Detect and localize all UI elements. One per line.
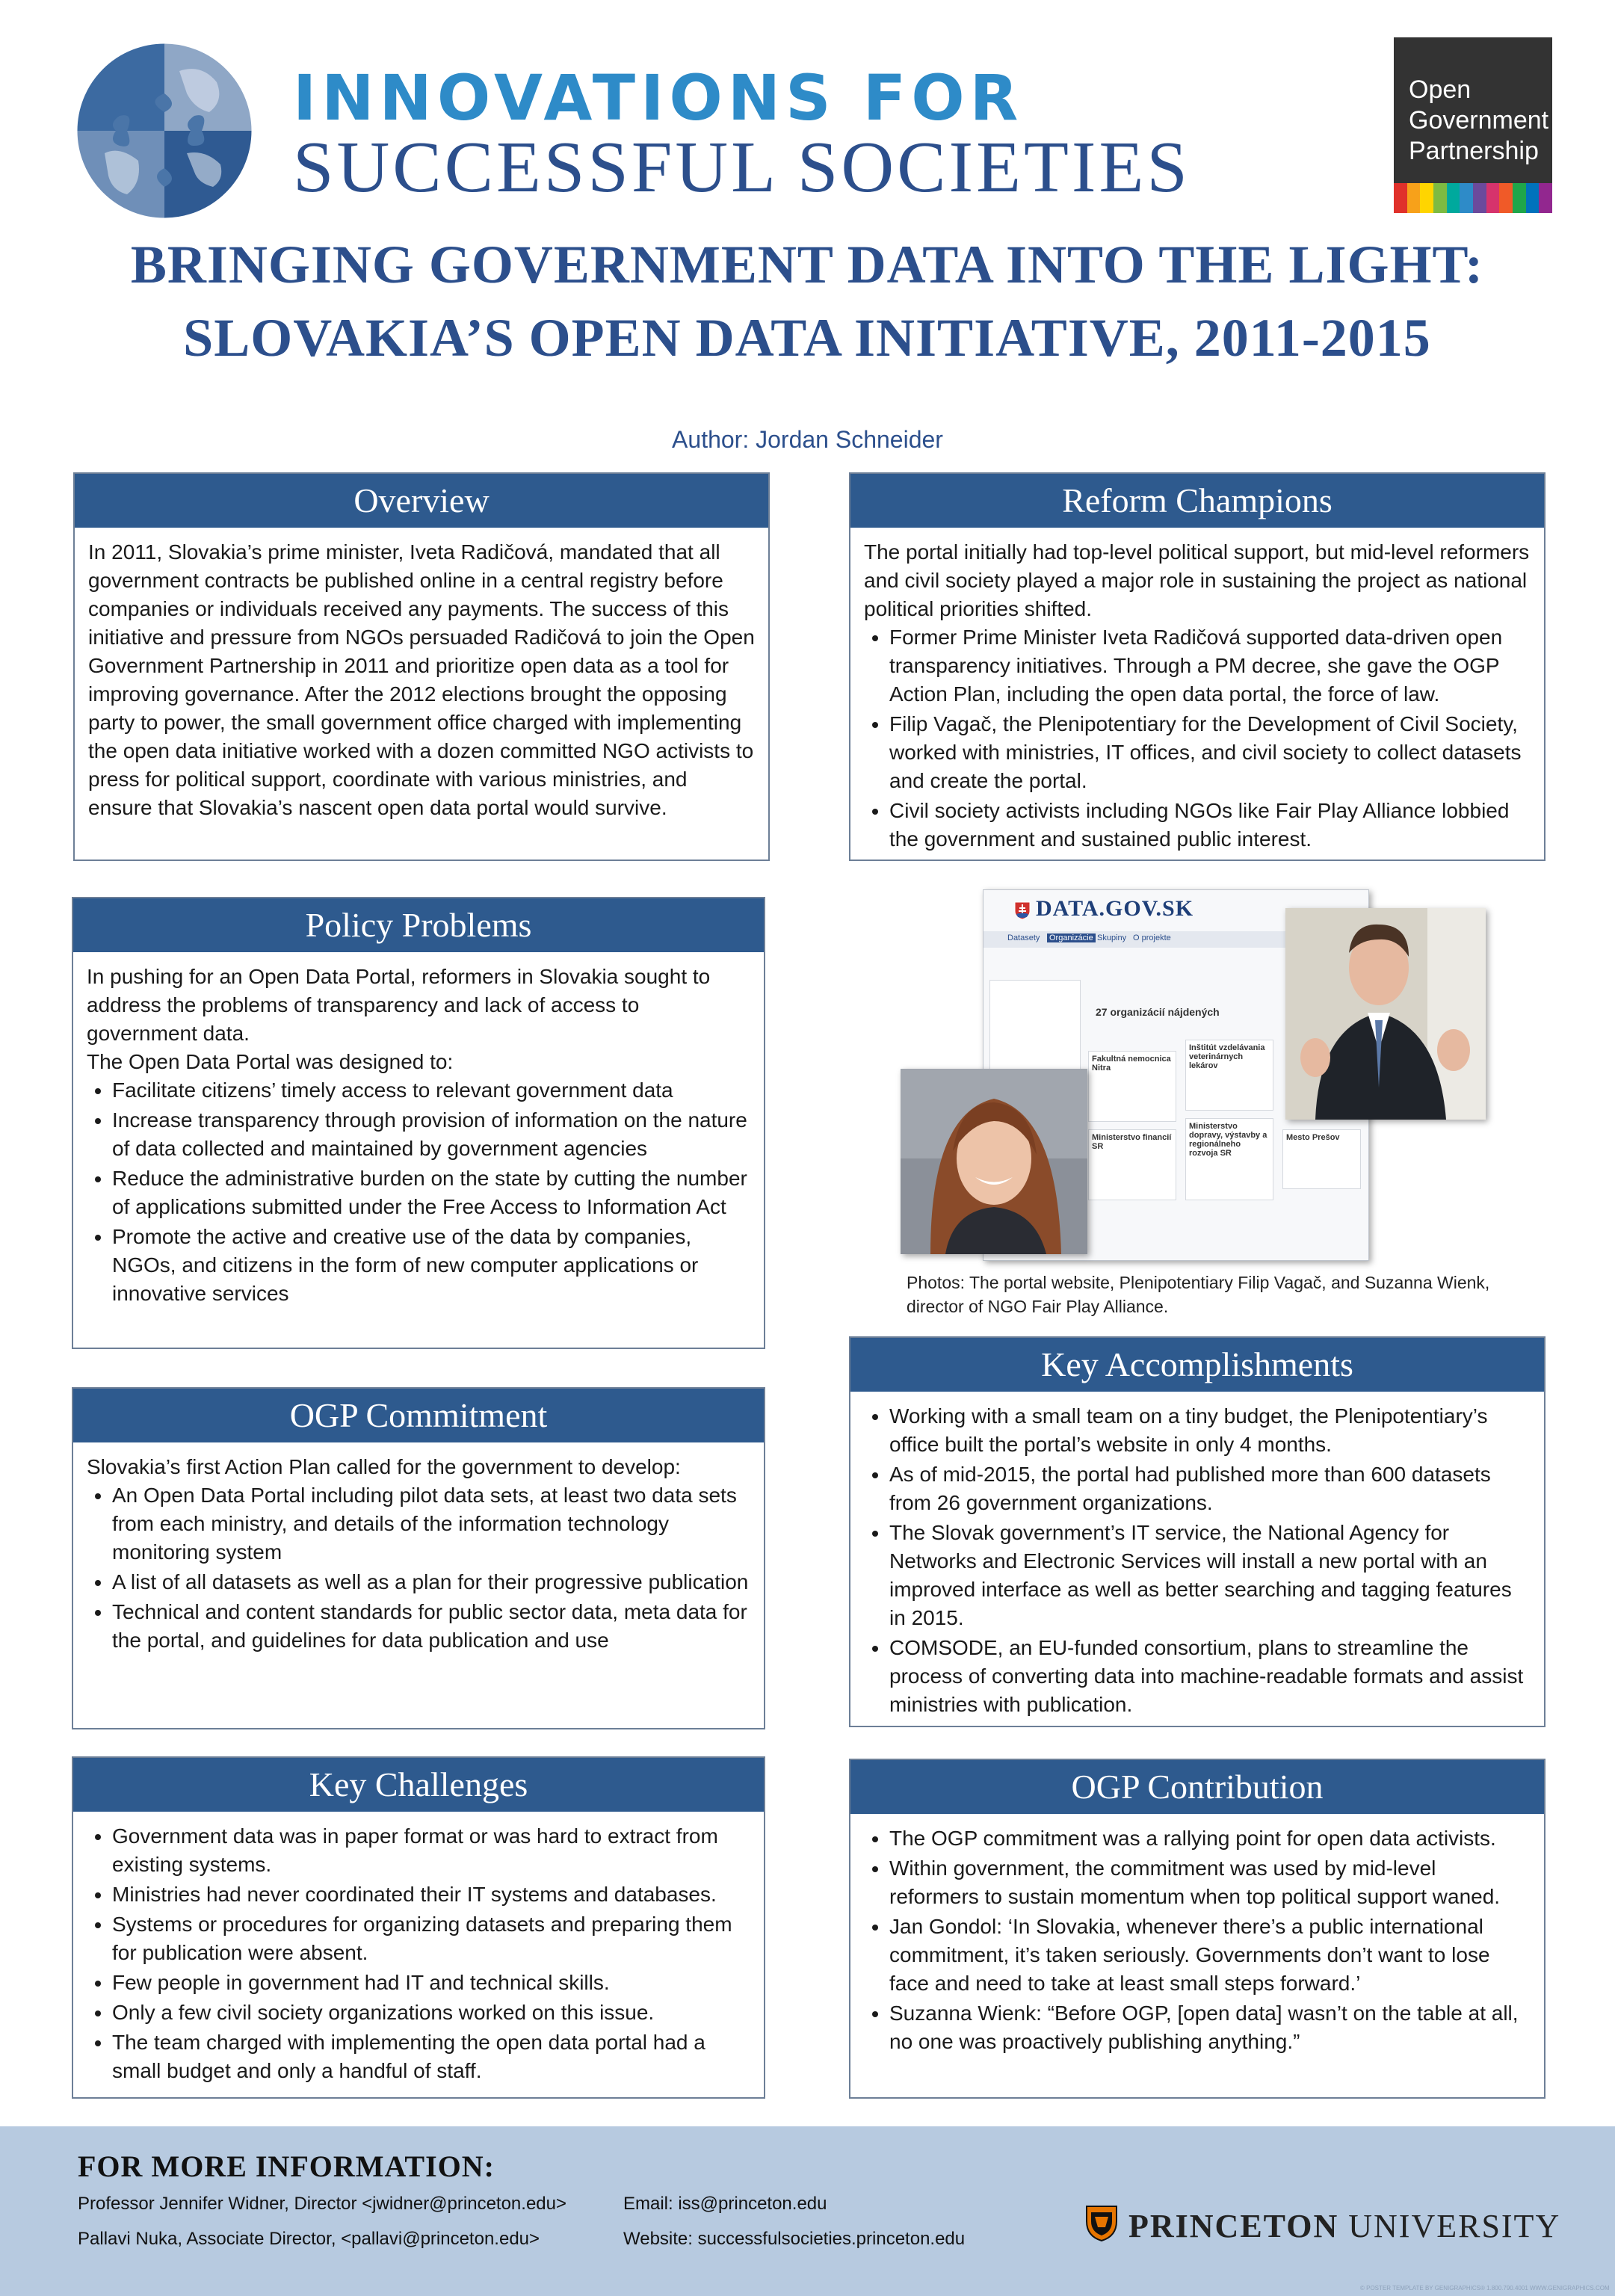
reform-intro: The portal initially had top-level political support, but mid-level reformers and civil society played a major role in sustaining the project as national political priorities shifted. — [864, 540, 1530, 620]
policy-problems-section — [72, 897, 765, 1349]
bullet-list — [87, 1076, 750, 1308]
portal-site-title: DATA.GOV.SK — [1036, 896, 1194, 921]
list-item: • Facilitate citizens’ timely access to relevant government data — [112, 1076, 750, 1105]
list-item: • The OGP commitment was a rallying point for open data activists. — [889, 1824, 1531, 1853]
section-heading: Key Accomplishments — [850, 1338, 1544, 1392]
bullet-list — [87, 1481, 750, 1655]
portal-org-card — [1185, 1118, 1273, 1200]
ogp-contribution-section — [849, 1759, 1545, 2099]
footer-heading: FOR MORE INFORMATION: — [78, 2150, 495, 2183]
list-item: • Jan Gondol: ‘In Slovakia, whenever there’s a public international commitment, it’s taken seriously. Governments don’t want to lose face and need to take at least small steps forward.’ — [889, 1913, 1531, 1998]
list-item: • Technical and content standards for public sector data, meta data for the portal, and guidelines for data publication and use — [112, 1598, 750, 1655]
slovak-emblem-icon — [1013, 901, 1031, 920]
section-body — [850, 528, 1544, 854]
list-item: • A list of all datasets as well as a plan for their progressive publication — [112, 1568, 750, 1596]
list-item: • Filip Vagač, the Plenipotentiary for the Development of Civil Society, worked with ministries, IT offices, and civil society to collect datasets and create the portal. — [889, 710, 1531, 795]
section-heading: Reform Champions — [850, 474, 1544, 528]
section-body — [73, 952, 764, 1308]
ogp-logo-stripe — [1499, 183, 1513, 213]
key-accomplishments-section — [849, 1336, 1545, 1727]
list-item: • As of mid-2015, the portal had published more than 600 datasets from 26 government organizations. — [889, 1460, 1531, 1517]
section-body — [850, 1392, 1544, 1719]
list-item: • Civil society activists including NGOs like Fair Play Alliance lobbied the government and sustained public interest. — [889, 797, 1531, 854]
portal-nav-item: Organizácie — [1047, 933, 1096, 942]
section-body — [75, 528, 768, 822]
portal-result-count: 27 organizácií nájdených — [1096, 1006, 1220, 1018]
org-name-line1: INNOVATIONS FOR — [293, 61, 1024, 135]
ogp-logo-stripe — [1420, 183, 1433, 213]
author-line: Author: Jordan Schneider — [672, 426, 943, 453]
list-item: • COMSODE, an EU-funded consortium, plans to streamline the process of converting data into machine-readable formats and assist ministries with publication. — [889, 1634, 1531, 1719]
contact-website[interactable]: Website: successfulsocieties.princeton.edu — [623, 2229, 966, 2249]
org-name-line2: SUCCESSFUL SOCIETIES — [293, 127, 1191, 208]
ogp-logo-stripe — [1460, 183, 1473, 213]
contact-associate-director: Pallavi Nuka, Associate Director, <pallavi@princeton.edu> — [78, 2229, 540, 2249]
princeton-wordmark — [1128, 2207, 1560, 2245]
ogp-logo-stripe — [1526, 183, 1540, 213]
portal-org-name: Inštitút vzdelávania veterinárnych lekárov — [1189, 1043, 1265, 1070]
list-item: • The team charged with implementing the open data portal had a small budget and only a handful of staff. — [112, 2028, 750, 2085]
ogp-logo-stripe — [1486, 183, 1500, 213]
list-item: • Only a few civil society organizations worked on this issue. — [112, 1999, 750, 2027]
bullet-list — [864, 623, 1531, 854]
portal-org-card — [1088, 1129, 1176, 1200]
ogp-logo-stripe — [1513, 183, 1526, 213]
ogp-logo-text: Open Government Partnership — [1409, 75, 1549, 165]
portal-org-name: Fakultná nemocnica Nitra — [1092, 1055, 1171, 1073]
princeton-logo — [1085, 2201, 1561, 2246]
bullet-list — [864, 1402, 1531, 1719]
ogp-logo-stripe — [1433, 183, 1447, 213]
section-heading: Overview — [75, 474, 768, 528]
policy-intro: In pushing for an Open Data Portal, reformers in Slovakia sought to address the problems of transparency and lack of access to government data. — [87, 965, 711, 1045]
portrait-suzanna-wienk — [901, 1069, 1087, 1254]
key-challenges-section — [72, 1756, 765, 2099]
list-item: • Government data was in paper format or was hard to extract from existing systems. — [112, 1822, 750, 1879]
policy-intro-2: The Open Data Portal was designed to: — [87, 1050, 454, 1073]
portrait-filip-vagac — [1285, 908, 1486, 1120]
portal-org-card — [1088, 1051, 1176, 1122]
list-item: • The Slovak government’s IT service, the National Agency for Networks and Electronic Services will install a new portal with an improved interface as well as better searching and tagging features in 2015. — [889, 1519, 1531, 1632]
photo-caption: Photos: The portal website, Plenipotentiary Filip Vagač, and Suzanna Wienk, director of NGO Fair Play Alliance. — [907, 1273, 1490, 1316]
list-item: • Promote the active and creative use of the data by companies, NGOs, and citizens in the form of new computer applications or innovative services — [112, 1223, 750, 1308]
list-item: • Systems or procedures for organizing datasets and preparing them for publication were absent. — [112, 1910, 750, 1967]
ogp-logo-stripe — [1473, 183, 1486, 213]
bullet-list — [87, 1822, 750, 2085]
list-item: • Ministries had never coordinated their IT systems and databases. — [112, 1880, 750, 1909]
ogp-logo-stripes — [1394, 183, 1552, 213]
portal-org-name: Ministerstvo dopravy, výstavby a regionálneho rozvoja SR — [1189, 1122, 1267, 1158]
portal-nav-item: Datasety — [1007, 933, 1040, 942]
reform-champions-section — [849, 472, 1545, 861]
ogp-partner-logo — [1394, 37, 1552, 213]
section-heading: Key Challenges — [73, 1758, 764, 1812]
list-item: • An Open Data Portal including pilot data sets, at least two data sets from each ministry, and details of the information technology monitoring system — [112, 1481, 750, 1567]
ogp-logo-stripe — [1447, 183, 1460, 213]
contact-email[interactable]: Email: iss@princeton.edu — [623, 2194, 827, 2214]
section-body — [73, 1812, 764, 2085]
portal-org-card — [1185, 1040, 1273, 1111]
princeton-shield-icon — [1085, 2205, 1118, 2242]
overview-section — [73, 472, 770, 861]
bullet-list — [864, 1824, 1531, 2056]
portal-org-name: Ministerstvo financií SR — [1092, 1133, 1172, 1151]
ogp-commitment-intro: Slovakia’s first Action Plan called for the government to develop: — [87, 1455, 681, 1478]
portal-org-card — [1282, 1129, 1361, 1189]
list-item: • Few people in government had IT and technical skills. — [112, 1969, 750, 1997]
ogp-logo-stripe — [1407, 183, 1421, 213]
globe-puzzle-logo — [75, 41, 254, 220]
princeton-wordmark-bold: PRINCETON — [1128, 2208, 1339, 2244]
list-item: • Suzanna Wienk: “Before OGP, [open data] wasn’t on the table at all, no one was proactively publishing anything.” — [889, 1999, 1531, 2056]
section-body — [73, 1442, 764, 1655]
template-credit: © POSTER TEMPLATE BY GENIGRAPHICS® 1.800.790.4001 WWW.GENIGRAPHICS.COM — [1360, 2285, 1610, 2292]
portal-org-name: Mesto Prešov — [1286, 1133, 1340, 1142]
overview-text: In 2011, Slovakia’s prime minister, Iveta Radičová, mandated that all government contracts be published online in a central registry before companies or individuals received any payments. The success of this initiative and pressure from NGOs persuaded Radičová to join the Open Government Partnership in 2011 and prioritize open data as a tool for improving governance. After the 2012 elections brought the opposing party to power, the small government office charged with implementing the open data initiative worked with a dozen committed NGO activists to press for political support, coordinate with various ministries, and ensure that Slovakia’s nascent open data portal would survive. — [88, 540, 755, 819]
contact-director: Professor Jennifer Widner, Director <jwidner@princeton.edu> — [78, 2194, 566, 2214]
portal-nav-item: Skupiny — [1097, 933, 1127, 942]
ogp-logo-stripe — [1539, 183, 1552, 213]
poster-title: BRINGING GOVERNMENT DATA INTO THE LIGHT: SLOVAKIA’S OPEN DATA INITIATIVE, 2011-2015 — [130, 235, 1484, 368]
portal-nav-item: O projekte — [1133, 933, 1171, 942]
section-heading: OGP Contribution — [850, 1760, 1544, 1814]
list-item: • Reduce the administrative burden on the state by cutting the number of applications submitted under the Free Access to Information Act — [112, 1164, 750, 1221]
section-body — [850, 1814, 1544, 2056]
person-photo-icon — [901, 1069, 1087, 1254]
list-item: • Increase transparency through provision of information on the nature of data collected and maintained by government agencies — [112, 1106, 750, 1163]
person-photo-icon — [1285, 908, 1486, 1120]
list-item: • Within government, the commitment was used by mid-level reformers to sustain momentum when top political support waned. — [889, 1854, 1531, 1911]
list-item: • Former Prime Minister Iveta Radičová supported data-driven open transparency initiatives. Through a PM decree, she gave the OGP Action Plan, including the open data portal, the force of law. — [889, 623, 1531, 709]
ogp-commitment-section — [72, 1387, 765, 1729]
photo-collage — [897, 886, 1495, 1274]
section-heading: Policy Problems — [73, 898, 764, 952]
list-item: • Working with a small team on a tiny budget, the Plenipotentiary’s office built the portal’s website in only 4 months. — [889, 1402, 1531, 1459]
section-heading: OGP Commitment — [73, 1389, 764, 1442]
princeton-wordmark-rest: UNIVERSITY — [1338, 2208, 1561, 2244]
ogp-logo-stripe — [1394, 183, 1407, 213]
